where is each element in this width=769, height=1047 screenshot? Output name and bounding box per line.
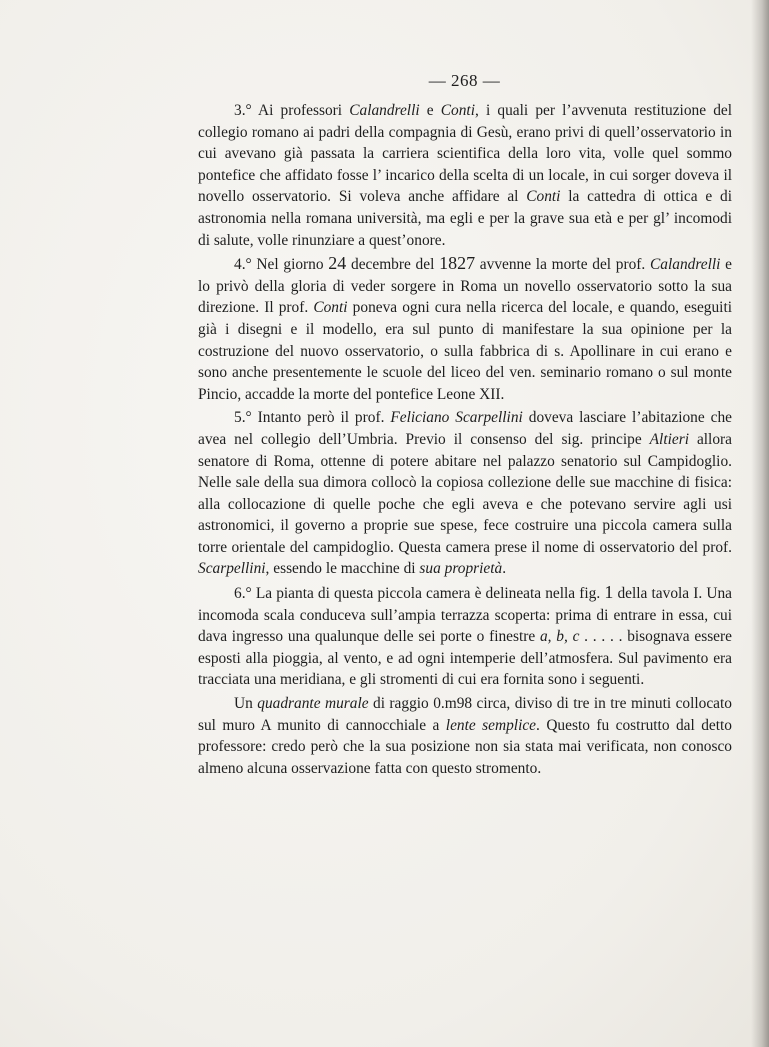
text-run: Un xyxy=(234,695,258,713)
text-run: della tavola I. Una incomoda scala conduceva sull’ampia terrazza scoperta: prima di entrare in essa, cui dava ingresso una qualunque delle sei porte o finestre xyxy=(198,585,732,646)
text-run: . xyxy=(502,560,507,578)
text-run: . Questo fu costrutto dal detto professore: credo però che la sua posizione non sia stata mai verificata, non conosco almeno alcuna osservazione fatta con questo stromento. xyxy=(198,716,733,777)
text-run: 4.° Nel giorno xyxy=(234,256,329,274)
text-run: e xyxy=(419,102,441,119)
italic-run: Conti xyxy=(440,102,475,119)
text-run: decembre del xyxy=(346,256,440,274)
text-run: e lo privò della gloria di veder sorgere in Roma un novello osservatorio sotto la sua direzione. Il prof. xyxy=(198,256,732,317)
italic-run: Altieri xyxy=(649,430,689,448)
body-text xyxy=(198,100,732,779)
paragraph-4 xyxy=(198,253,732,405)
text-run: allora senatore di Roma, ottenne di potere abitare nel palazzo senatorio sul Campidoglio. Nelle sale della sua dimora collocò la copiosa collezione delle sue macchine di fisica: alla collocazione di quelle poche che egli aveva e che potevano servire agli usi astronomici, il governo a proprie sue spese, fece costruire una piccola camera sulla torre orientale del campidoglio. Questa camera prese il nome di osservatorio del prof. xyxy=(198,430,732,556)
numeral-run: 1827 xyxy=(439,253,476,274)
text-run: 6.° La pianta di questa piccola camera è delineata nella fig. xyxy=(234,585,605,603)
numeral-run: 1 xyxy=(604,582,614,603)
text-run: 3.° Ai professori xyxy=(234,102,350,119)
text-run: doveva lasciare l’abitazione che avea nel collegio dell’Umbria. Previo il consenso del sig. principe xyxy=(198,409,732,448)
italic-run: sua proprietà xyxy=(419,560,503,578)
text-run: , essendo le macchine di xyxy=(265,560,420,578)
numeral-run: 24 xyxy=(328,253,347,274)
italic-run: Calandrelli xyxy=(349,102,420,119)
italic-run: lente semplice xyxy=(445,716,537,734)
page-edge-shadow xyxy=(751,0,769,1047)
italic-run: Scarpellini xyxy=(198,560,266,578)
text-run: . . . . . bisognava essere esposti alla pioggia, al vento, e ad ogni intemperie dell’atmosfera. Sul pavimento era tracciata una meridiana, e gli stromenti di cui era fornita sono i seguenti. xyxy=(198,628,732,689)
paragraph-5 xyxy=(198,407,732,580)
text-run: , i quali per l’avvenuta restituzione del collegio romano ai padri della compagnia di Gesù, erano privi di quell’osservatorio in cui avevano già passata la carriera scientifica della loro vita, volle quel sommo pontefice che affidato fosse l’ incarico della scelta di un locale, in cui sorger doveva il novello osservatorio. Si voleva anche affidare al xyxy=(198,102,732,206)
page-number: — 268 — xyxy=(428,71,501,90)
text-run: la cattedra di ottica e di astronomia nella romana università, ma egli e per la grave sua età e per gl’ incomodi di salute, volle rinunziare a quest’onore. xyxy=(198,188,732,249)
italic-run: Conti xyxy=(526,188,561,206)
paragraph-6 xyxy=(198,582,732,691)
text-run: avvenne la morte del prof. xyxy=(475,256,651,274)
italic-run: Conti xyxy=(313,299,348,317)
paragraph-3 xyxy=(198,100,732,251)
italic-run: Feliciano Scarpellini xyxy=(390,409,523,427)
italic-run: Calandrelli xyxy=(650,256,721,274)
paragraph-7 xyxy=(198,693,732,779)
text-run: 5.° Intanto però il prof. xyxy=(234,409,391,427)
text-run: di raggio 0.m98 circa, diviso di tre in tre minuti collocato sul muro A munito di cannocchiale a xyxy=(198,695,732,734)
italic-run: a, b, c xyxy=(539,628,580,646)
italic-run: quadrante murale xyxy=(257,695,369,713)
text-run: poneva ogni cura nella ricerca del locale, e quando, eseguiti già i disegni e il modello, era sul punto di manifestare la sua opinione per la costruzione del nuovo osservatorio, o sulla fabbrica di s. Apollinare in cui erano e sono anche presentemente le scuole del liceo del ven. seminario romano o sul monte Pincio, accadde la morte del pontefice Leone XII. xyxy=(198,299,732,403)
